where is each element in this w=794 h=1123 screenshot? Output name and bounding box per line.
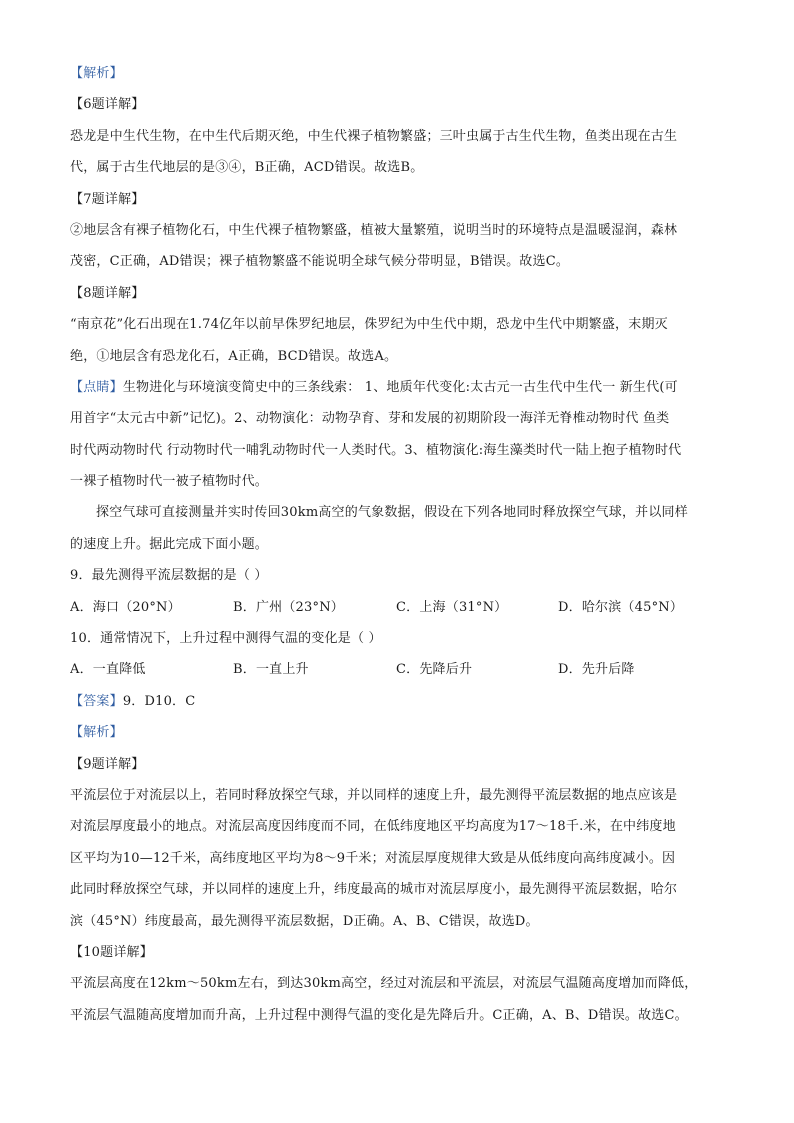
tip-line-4: 一裸子植物时代一被子植物时代。 — [70, 474, 269, 490]
analysis-heading-1: 【解析】 — [70, 66, 123, 81]
q10-detail-heading: 【10题详解】 — [70, 944, 153, 960]
q9-option-c: C．上海（31°N） — [396, 599, 508, 615]
q10-options — [70, 658, 730, 682]
document-page — [70, 62, 730, 1035]
intro-line-2: 的速度上升。据此完成下面小题。 — [70, 536, 269, 552]
q6-detail-line-2: 代，属于古生代地层的是③④，B正确，ACD错误。故选B。 — [70, 160, 424, 176]
q9-detail-line-1: 平流层位于对流层以上，若同时释放探空气球，并以同样的速度上升，最先测得平流层数据的地点应该是 — [70, 787, 678, 803]
answer-text: 9．D10．C — [122, 693, 196, 709]
q10-option-a: A．一直降低 — [70, 662, 146, 678]
tip-line-1 — [70, 376, 730, 400]
q9-stem: 9．最先测得平流层数据的是（ ） — [70, 568, 268, 584]
q7-detail-line-2: 茂密，C正确，AD错误；裸子植物繁盛不能说明全球气候分带明显，B错误。故选C。 — [70, 254, 570, 270]
q10-option-d: D．先升后降 — [558, 662, 635, 678]
q6-detail-line-1: 恐龙是中生代生物，在中生代后期灭绝，中生代裸子植物繁盛；三叶虫属于古生代生物，鱼类出现在古生 — [70, 128, 678, 144]
answer-line — [70, 690, 730, 714]
q10-option-c: C．先降后升 — [396, 662, 473, 678]
tip-heading: 【点睛】 — [70, 379, 123, 395]
q9-option-b: B．广州（23°N） — [233, 599, 344, 615]
q9-options — [70, 596, 730, 620]
q6-detail-heading: 【6题详解】 — [70, 97, 145, 113]
intro-line-1: 探空气球可直接测量并实时传回30km高空的气象数据，假设在下列各地同时释放探空气球，并以同样 — [96, 505, 688, 521]
q10-stem: 10．通常情况下，上升过程中测得气温的变化是（ ） — [70, 631, 382, 647]
tip-text-1: 生物进化与环境演变简史中的三条线索： 1、地质年代变化:太古元一古生代中生代一 新生代(可 — [122, 379, 678, 395]
q9-detail-line-3: 区平均为10—12千米，高纬度地区平均为8～9千米；对流层厚度规律大致是从低纬度向高纬度减小。因 — [70, 850, 676, 866]
q9-detail-heading: 【9题详解】 — [70, 756, 145, 772]
q7-detail-heading: 【7题详解】 — [70, 191, 145, 207]
q10-option-b: B．一直上升 — [233, 662, 309, 678]
q9-option-a: A．海口（20°N） — [70, 599, 181, 615]
q8-detail-line-1: “南京花”化石出现在1.74亿年以前早侏罗纪地层，侏罗纪为中生代中期，恐龙中生代中期繁盛，末期灭 — [70, 317, 668, 333]
q9-detail-line-4: 此同时释放探空气球，并以同样的速度上升，纬度最高的城市对流层厚度小，最先测得平流层数据，哈尔 — [70, 882, 678, 898]
q7-detail-line-1: ②地层含有裸子植物化石，中生代裸子植物繁盛，植被大量繁殖，说明当时的环境特点是温暖湿润，森林 — [70, 222, 678, 238]
answer-heading: 【答案】 — [70, 693, 123, 709]
q9-detail-line-2: 对流层厚度最小的地点。对流层高度因纬度而不同，在低纬度地区平均高度为17～18千.米，在中纬度地 — [70, 819, 676, 835]
tip-line-3: 时代两动物时代 行动物时代一哺乳动物时代一人类时代。3、植物演化:海生藻类时代一陆上抱子植物时代 — [70, 442, 682, 458]
q10-detail-line-2: 平流层气温随高度增加而升高，上升过程中测得气温的变化是先降后升。C正确，A、B、D错误。故选C。 — [70, 1007, 688, 1023]
q9-detail-line-5: 滨（45°N）纬度最高，最先测得平流层数据，D正确。A、B、C错误，故选D。 — [70, 913, 539, 929]
q8-detail-line-2: 绝，①地层含有恐龙化石，A正确，BCD错误。故选A。 — [70, 348, 398, 364]
analysis-heading-2: 【解析】 — [70, 725, 123, 741]
tip-line-2: 用首字“太元古中新”记忆)。2、动物演化：动物孕育、芽和发展的初期阶段一海洋无脊椎动物时代 鱼类 — [70, 411, 670, 427]
q10-detail-line-1: 平流层高度在12km～50km左右，到达30km高空，经过对流层和平流层，对流层气温随高度增加而降低， — [70, 976, 698, 992]
q8-detail-heading: 【8题详解】 — [70, 285, 145, 301]
q9-option-d: D．哈尔滨（45°N） — [558, 599, 684, 615]
